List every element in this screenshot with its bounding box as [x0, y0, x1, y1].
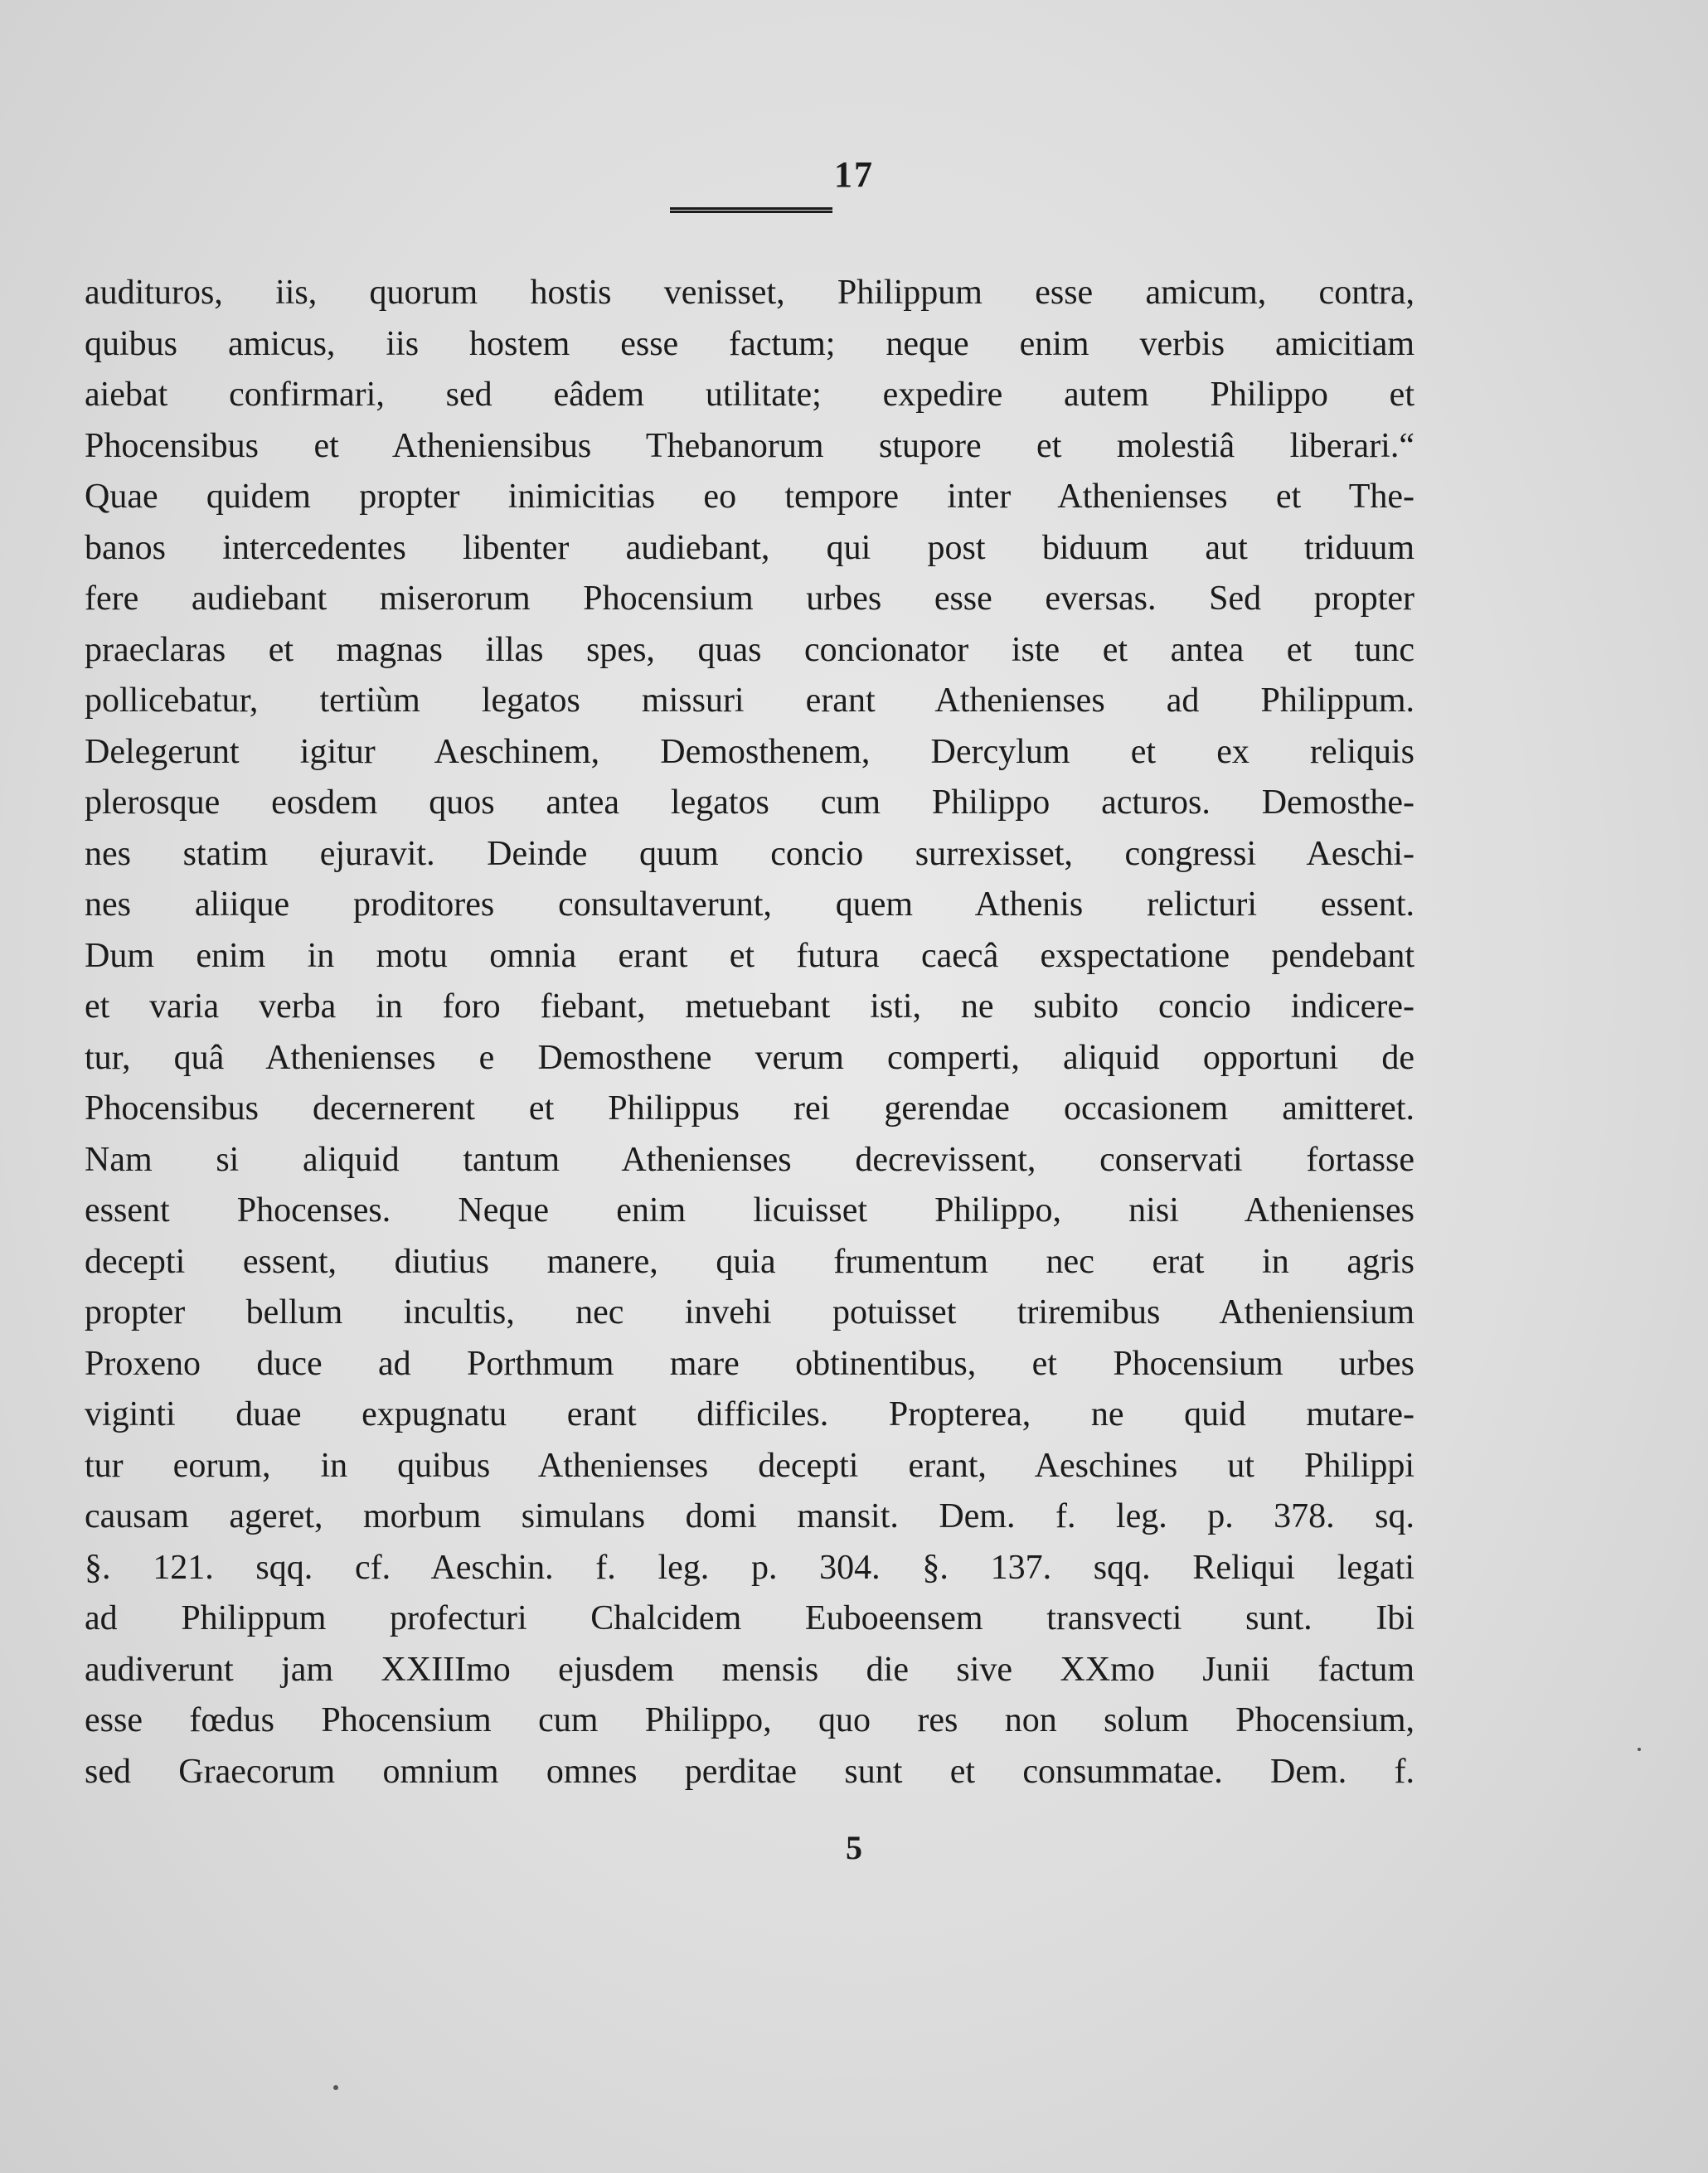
text-line: nes aliique proditores consultaverunt, quem Athenis relicturi essent.	[85, 885, 1414, 924]
text-line: propter bellum incultis, nec invehi potuisset triremibus Atheniensium	[85, 1293, 1414, 1331]
text-line: Delegerunt igitur Aeschinem, Demosthenem, Dercylum et ex reliquis	[85, 732, 1414, 771]
text-line: banos intercedentes libenter audiebant, qui post biduum aut triduum	[85, 528, 1414, 567]
text-line: viginti duae expugnatu erant difficiles. Propterea, ne quid mutare-	[85, 1395, 1414, 1433]
text-line: et varia verba in foro fiebant, metuebant isti, ne subito concio indicere-	[85, 987, 1414, 1026]
page-header	[0, 153, 1708, 196]
text-line: Proxeno duce ad Porthmum mare obtinentibus, et Phocensium urbes	[85, 1344, 1414, 1383]
text-line: pollicebatur, tertiùm legatos missuri erant Athenienses ad Philippum.	[85, 681, 1414, 720]
text-line: decepti essent, diutius manere, quia frumentum nec erat in agris	[85, 1242, 1414, 1281]
text-line: esse fœdus Phocensium cum Philippo, quo res non solum Phocensium,	[85, 1701, 1414, 1739]
text-line: aiebat confirmari, sed eâdem utilitate; expedire autem Philippo et	[85, 376, 1414, 414]
text-line: audituros, iis, quorum hostis venisset, Philippum esse amicum, contra,	[85, 274, 1414, 312]
paper-speck	[1638, 1748, 1641, 1751]
text-line: essent Phocenses. Neque enim licuisset Philippo, nisi Athenienses	[85, 1191, 1414, 1230]
text-line: sed Graecorum omnium omnes perditae sunt et consummatae. Dem. f.	[85, 1752, 1414, 1791]
signature-mark: 5	[846, 1829, 862, 1866]
paper-speck	[333, 2085, 338, 2090]
text-line: Nam si aliquid tantum Athenienses decrevissent, conservati fortasse	[85, 1140, 1414, 1179]
text-line: Dum enim in motu omnia erant et futura caecâ exspectatione pendebant	[85, 936, 1414, 975]
text-line: Phocensibus et Atheniensibus Thebanorum stupore et molestiâ liberari.“	[85, 426, 1414, 465]
text-line: tur, quâ Athenienses e Demosthene verum comperti, aliquid opportuni de	[85, 1038, 1414, 1077]
text-line: Quae quidem propter inimicitias eo tempore inter Athenienses et The-	[85, 478, 1414, 516]
text-line: plerosque eosdem quos antea legatos cum Philippo acturos. Demosthe-	[85, 783, 1414, 822]
text-line: nes statim ejuravit. Deinde quum concio surrexisset, congressi Aeschi-	[85, 834, 1414, 873]
header-double-rule	[670, 207, 832, 213]
text-line: causam ageret, morbum simulans domi mansit. Dem. f. leg. p. 378. sq.	[85, 1497, 1414, 1535]
text-line: fere audiebant miserorum Phocensium urbes esse eversas. Sed propter	[85, 580, 1414, 618]
text-line: tur eorum, in quibus Athenienses decepti erant, Aeschines ut Philippi	[85, 1446, 1414, 1485]
text-line: §. 121. sqq. cf. Aeschin. f. leg. p. 304. §. 137. sqq. Reliqui legati	[85, 1548, 1414, 1587]
page-number: 17	[834, 154, 874, 195]
text-line: audiverunt jam XXIIImo ejusdem mensis die sive XXmo Junii factum	[85, 1650, 1414, 1689]
text-line: praeclaras et magnas illas spes, quas concionator iste et antea et tunc	[85, 630, 1414, 669]
text-line: Phocensibus decernerent et Philippus rei gerendae occasionem amitteret.	[85, 1089, 1414, 1128]
text-line: ad Philippum profecturi Chalcidem Euboeensem transvecti sunt. Ibi	[85, 1599, 1414, 1637]
text-line: quibus amicus, iis hostem esse factum; neque enim verbis amicitiam	[85, 324, 1414, 363]
body-text	[85, 268, 1414, 1797]
